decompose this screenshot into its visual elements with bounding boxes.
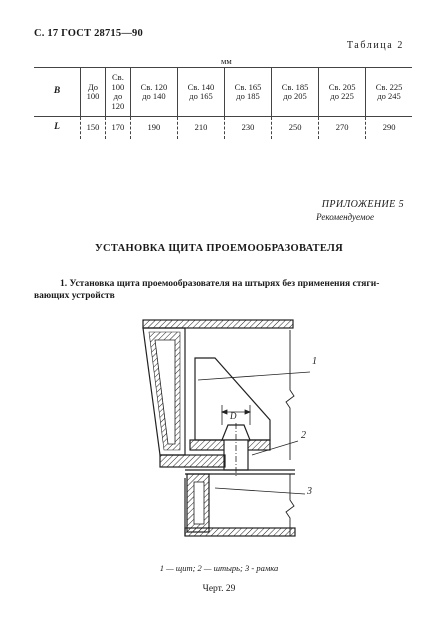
appendix-title: ПРИЛОЖЕНИЕ 5 (321, 199, 404, 210)
table-unit: мм (221, 56, 232, 66)
paragraph-line-2: вающих устройств (34, 291, 115, 301)
callout-1: 1 (312, 356, 317, 367)
top-beam (143, 320, 293, 328)
page-header: С. 17 ГОСТ 28715—90 (34, 28, 143, 39)
table-label: Таблица 2 (346, 40, 404, 51)
figure-caption: 1 — щит; 2 — штырь; 3 - рамка (159, 563, 279, 573)
section-title: УСТАНОВКА ЩИТА ПРОЕМООБРАЗОВАТЕЛЯ (94, 243, 344, 254)
cell-l-7: 290 (366, 117, 412, 140)
cell-l-6: 270 (319, 117, 366, 140)
cell-l-0: 150 (81, 117, 106, 140)
cell-l-4: 230 (225, 117, 272, 140)
paragraph-line-1: 1. Установка щита проемообразователя на штырях без применения стяги- (60, 279, 380, 289)
break-line-lower (286, 474, 294, 536)
cell-b-6: Св. 205 до 225 (319, 68, 366, 117)
cell-b-1: Св. 100 до 120 (105, 68, 130, 117)
leader-1 (198, 372, 310, 380)
cell-l-1: 170 (105, 117, 130, 140)
frame (185, 470, 295, 536)
callout-2: 2 (301, 430, 306, 441)
callout-3: 3 (307, 486, 312, 497)
drawing-reference: Черт. 29 (202, 584, 236, 594)
break-line-upper (286, 330, 294, 460)
cell-b-4: Св. 165 до 185 (225, 68, 272, 117)
shield-body (143, 328, 185, 455)
cell-b-5: Св. 185 до 205 (272, 68, 319, 117)
dim-d-label: D (230, 411, 237, 421)
lower-bar (160, 455, 225, 467)
cell-l-5: 250 (272, 117, 319, 140)
cell-b-0: До 100 (81, 68, 106, 117)
cell-b-2: Св. 120 до 140 (130, 68, 177, 117)
row-b-label: B (34, 68, 81, 117)
cell-l-2: 190 (130, 117, 177, 140)
appendix-status: Рекомендуемое (316, 212, 374, 222)
row-l-label: L (54, 122, 60, 133)
cell-l-3: 210 (177, 117, 224, 140)
cell-b-3: Св. 140 до 165 (177, 68, 224, 117)
cell-b-7: Св. 225 до 245 (366, 68, 412, 117)
leader-3 (215, 488, 305, 494)
